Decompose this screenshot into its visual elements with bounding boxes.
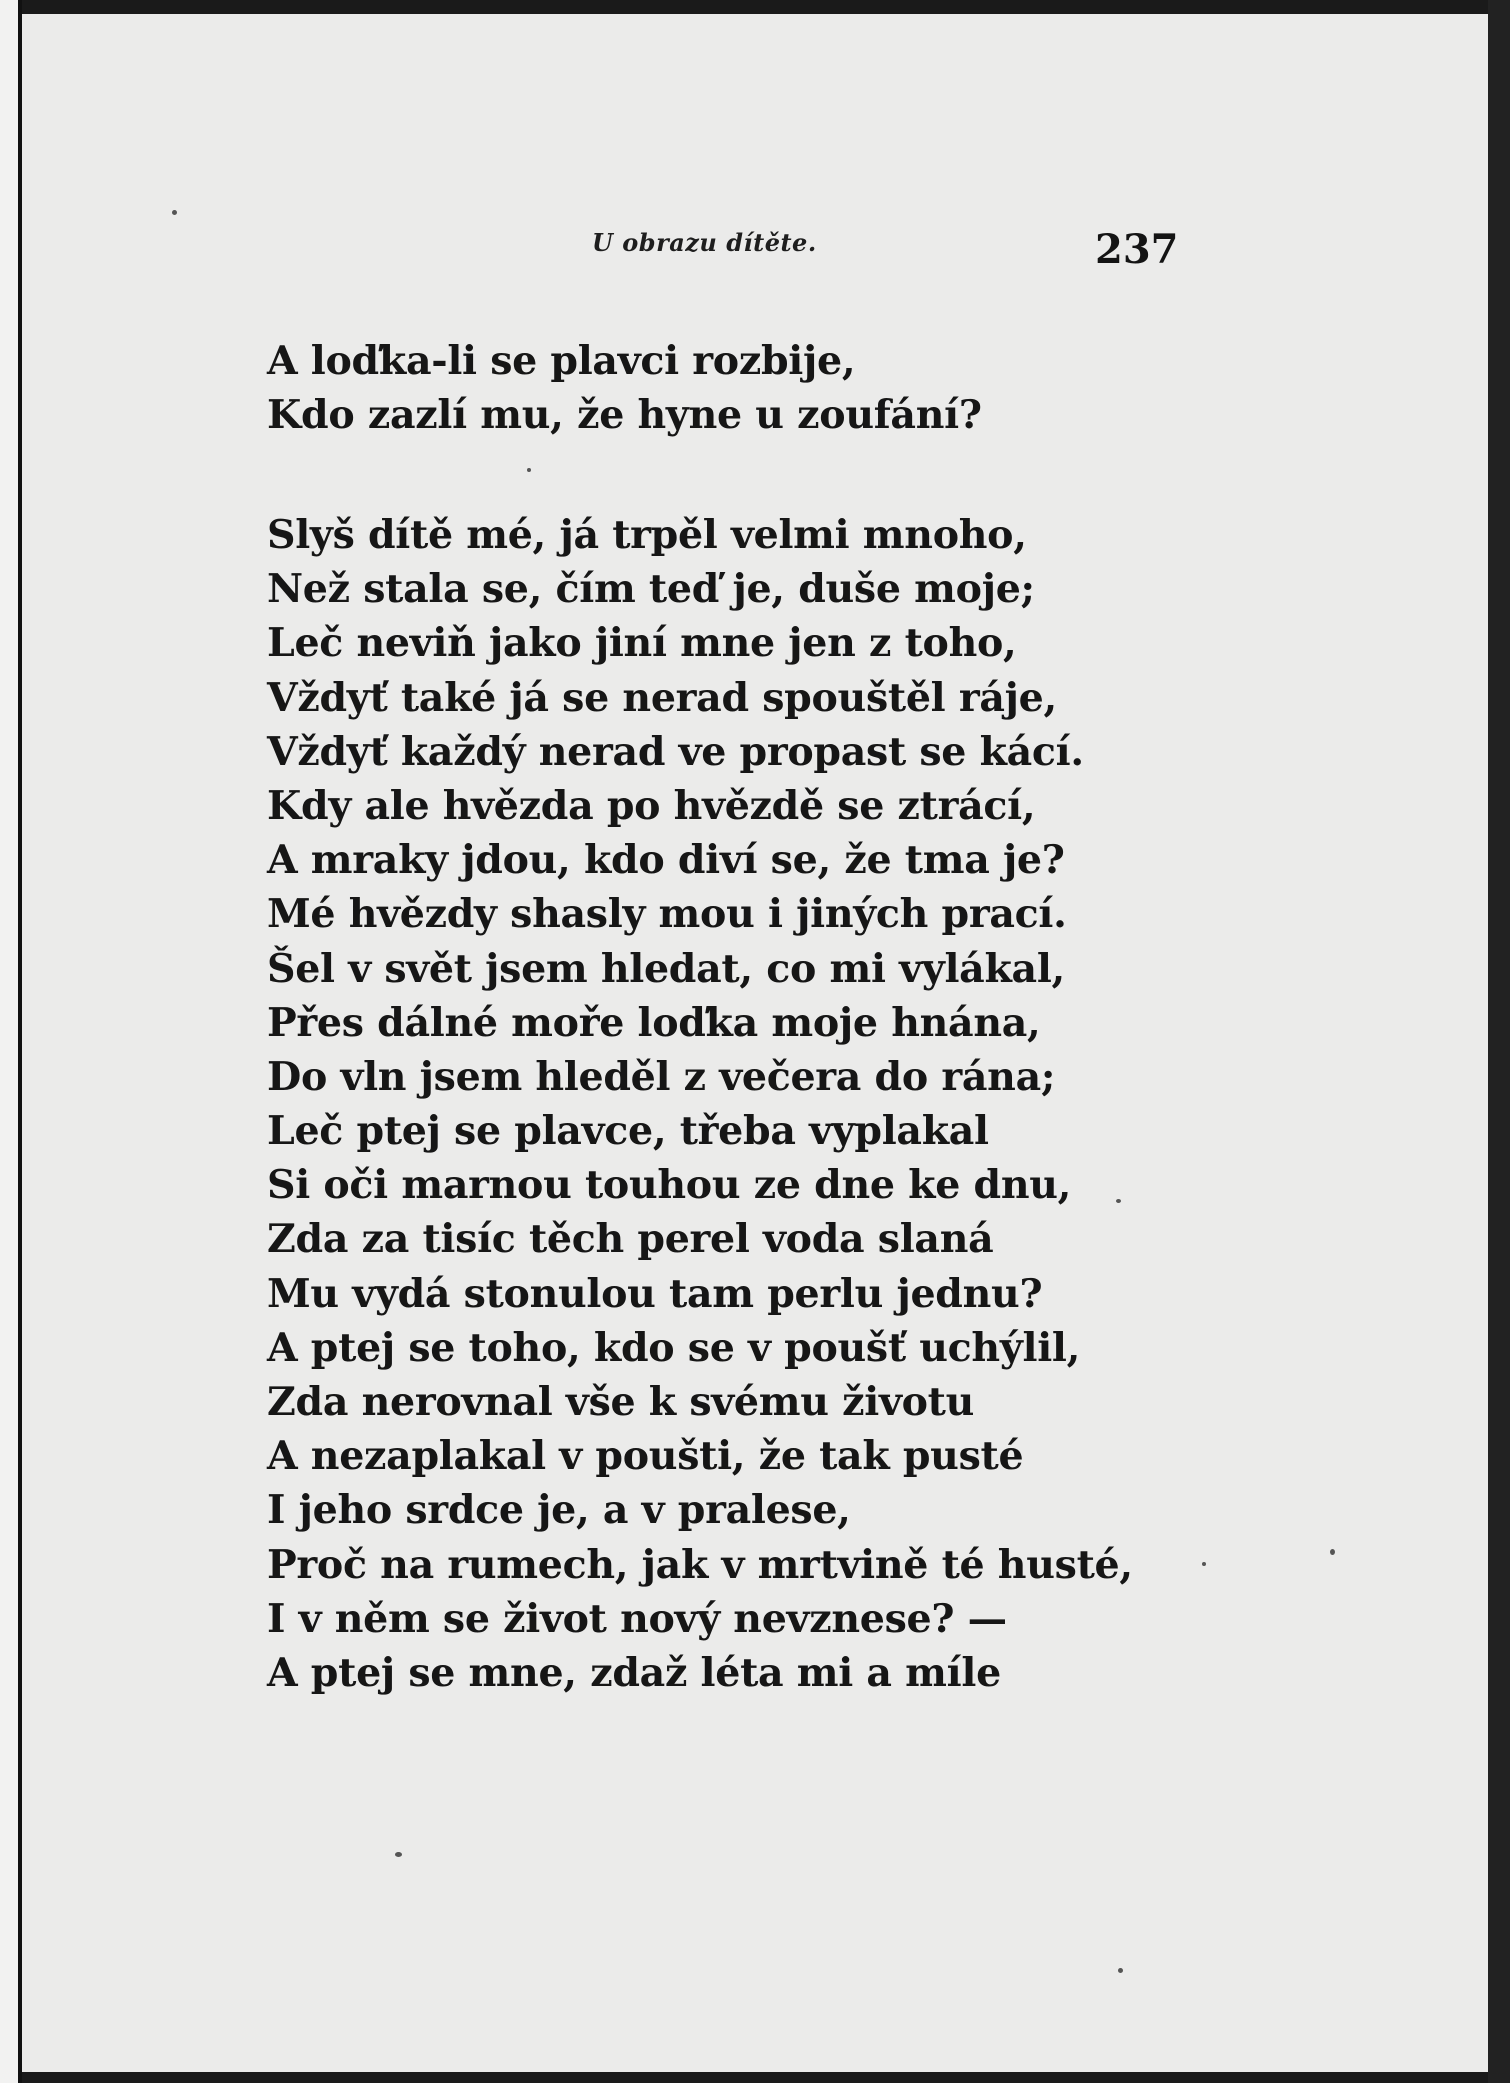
poem-line: A mraky jdou, kdo diví se, že tma je? bbox=[267, 837, 1065, 884]
poem-line: Zda nerovnal vše k svému životu bbox=[267, 1379, 975, 1425]
poem-stanza-2 bbox=[267, 508, 1133, 1700]
poem-line: Šel v svět jsem hledat, co mi vylákal, bbox=[267, 945, 1065, 992]
paper-speck bbox=[395, 1852, 402, 1857]
poem-line: Slyš dítě mé, já trpěl velmi mnoho, bbox=[267, 512, 1027, 558]
poem-line: A loďka-li se plavci rozbije, bbox=[267, 338, 856, 384]
poem-line: I v něm se život nový nevznese? — bbox=[267, 1595, 1007, 1642]
poem-line: Leč ptej se plavce, třeba vyplakal bbox=[267, 1108, 989, 1155]
poem-line: Mu vydá stonulou tam perlu jednu? bbox=[267, 1270, 1043, 1317]
poem-line: Do vln jsem hleděl z večera do rána; bbox=[267, 1053, 1056, 1100]
book-spine-edge bbox=[0, 0, 22, 2083]
book-page bbox=[22, 14, 1488, 2072]
poem-line: I jeho srdce je, a v pralese, bbox=[267, 1487, 851, 1534]
poem-line: Leč neviň jako jiní mne jen z toho, bbox=[267, 620, 1017, 667]
poem-line: Kdy ale hvězda po hvězdě se ztrácí, bbox=[267, 782, 1036, 829]
poem-line: Než stala se, čím teď je, duše moje; bbox=[267, 566, 1035, 613]
poem-line: Vždyť každý nerad ve propast se kácí. bbox=[267, 728, 1084, 775]
paper-speck bbox=[1330, 1549, 1335, 1555]
page-right-edge bbox=[1488, 0, 1510, 2083]
poem-line: Přes dálné moře loďka moje hnána, bbox=[267, 999, 1041, 1046]
poem-line: Vždyť také já se nerad spouštěl ráje, bbox=[267, 674, 1057, 721]
poem-stanza-1 bbox=[267, 334, 982, 442]
running-title: U obrazu dítěte. bbox=[592, 228, 817, 257]
page-number: 237 bbox=[1095, 226, 1179, 273]
paper-speck bbox=[1202, 1562, 1206, 1566]
paper-speck bbox=[1116, 1199, 1121, 1203]
poem-line: Proč na rumech, jak v mrtvině té husté, bbox=[267, 1541, 1133, 1588]
poem-line: A ptej se toho, kdo se v poušť uchýlil, bbox=[267, 1324, 1081, 1371]
poem-line: A nezaplakal v poušti, že tak pusté bbox=[267, 1433, 1024, 1480]
poem-line: A ptej se mne, zdaž léta mi a míle bbox=[267, 1649, 1001, 1696]
paper-speck bbox=[527, 468, 531, 472]
poem-line: Kdo zazlí mu, že hyne u zoufání? bbox=[267, 392, 982, 439]
paper-speck bbox=[172, 210, 177, 215]
poem-line: Si oči marnou touhou ze dne ke dnu, bbox=[267, 1162, 1072, 1209]
poem-line: Mé hvězdy shasly mou i jiných prací. bbox=[267, 891, 1067, 938]
poem-line: Zda za tisíc těch perel voda slaná bbox=[267, 1216, 994, 1263]
paper-speck bbox=[1118, 1968, 1123, 1973]
